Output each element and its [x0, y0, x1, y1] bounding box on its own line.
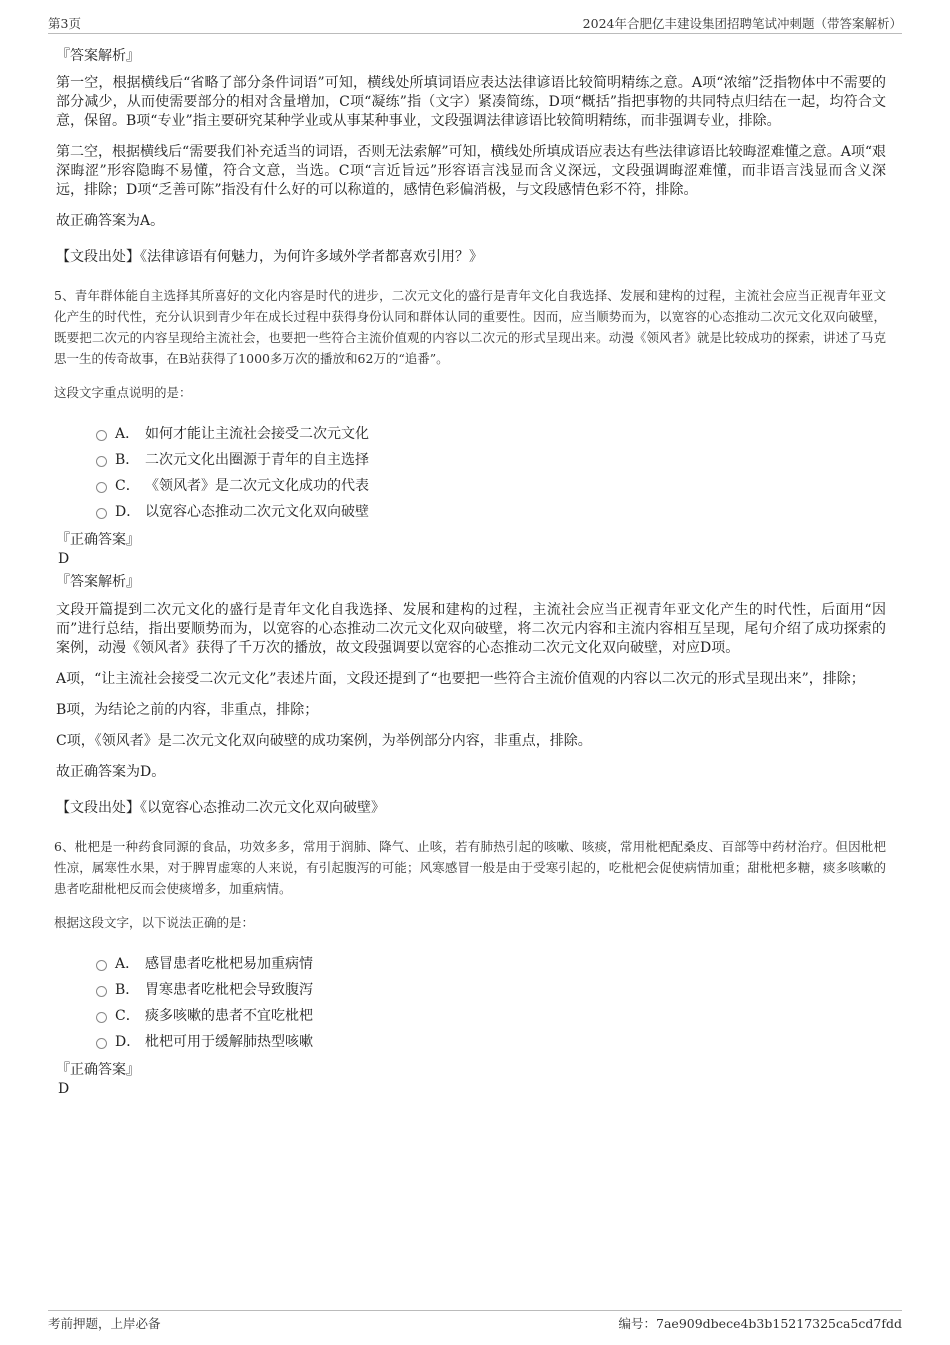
- question-6-text: 6、枇杷是一种药食同源的食品，功效多多，常用于润肺、降气、止咳，若有肺热引起的咳嗽、咳痰，常用枇杷配桑皮、百部等中药材治疗。但因枇杷性凉，属寒性水果，对于脾胃虚寒的人来说，有引起腹泻的可能；风寒感冒一般是由于受寒引起的，吃枇杷会促使病情加重；甜枇杷多糖，痰多咳嗽的患者吃甜枇杷反而会使痰增多，加重病情。: [54, 839, 886, 896]
- option-letter: C．: [115, 1008, 140, 1024]
- source-citation: 【文段出处】《法律谚语有何魅力，为何许多域外学者都喜欢引用？》: [56, 249, 483, 265]
- radio-icon[interactable]: [96, 1012, 107, 1023]
- page-number: 第3页: [48, 16, 81, 31]
- option-a[interactable]: [96, 421, 886, 447]
- radio-icon[interactable]: [96, 482, 107, 493]
- correct-answer-label: 『正确答案』: [56, 1062, 140, 1078]
- option-text: 枇杷可用于缓解肺热型咳嗽: [145, 1034, 313, 1050]
- analysis-paragraph: A项，“让主流社会接受二次元文化”表述片面，文段还提到了“也要把一些符合主流价值观的内容以二次元的形式呈现出来”，排除；: [56, 671, 865, 687]
- option-d[interactable]: [96, 1029, 886, 1055]
- correct-answer-value: D: [58, 1081, 70, 1097]
- radio-icon[interactable]: [96, 960, 107, 971]
- analysis-label: 『答案解析』: [56, 48, 140, 64]
- analysis-label: 『答案解析』: [56, 574, 140, 590]
- analysis-conclusion: 故正确答案为A。: [56, 213, 165, 229]
- analysis-paragraph: 第一空，根据横线后“省略了部分条件词语”可知，横线处所填词语应表达法律谚语比较简明精练之意。A项“浓缩”泛指物体中不需要的部分减少，从而使需要部分的相对含量增加，C项“凝练”指（文字）紧凑简练，D项“概括”指把事物的共同特点归结在一起，均符合文意，保留。B项“专业”指主要研究某种学业或从事某种事业，文段强调法律谚语比较简明精练，而非强调专业，排除。: [56, 75, 886, 129]
- analysis-paragraph: B项，为结论之前的内容，非重点，排除；: [56, 702, 319, 718]
- question-6-options: [96, 951, 886, 1055]
- option-d[interactable]: [96, 499, 886, 525]
- radio-icon[interactable]: [96, 456, 107, 467]
- option-b[interactable]: [96, 447, 886, 473]
- page-footer: [48, 1310, 902, 1332]
- option-letter: B．: [115, 452, 140, 468]
- correct-answer-label: 『正确答案』: [56, 532, 140, 548]
- question-5-text: 5、青年群体能自主选择其所喜好的文化内容是时代的进步，二次元文化的盛行是青年文化自我选择、发展和建构的过程，主流社会应当正视青年亚文化产生的时代性，充分认识到青少年在成长过程中获得身份认同和群体认同的重要性。因而，应当顺势而为，以宽容的心态推动二次元文化双向破壁，既要把二次元的内容呈现给主流社会，也要把一些符合主流价值观的内容以二次元的形式呈现出来。动漫《领风者》就是比较成功的探索，讲述了马克思一生的传奇故事，在B站获得了1000多万次的播放和62万的“追番”。: [54, 288, 886, 366]
- radio-icon[interactable]: [96, 1038, 107, 1049]
- option-letter: D．: [115, 504, 141, 520]
- footer-slogan: 考前押题，上岸必备: [48, 1316, 161, 1331]
- analysis-paragraph: C项，《领风者》是二次元文化双向破壁的成功案例，为举例部分内容，非重点，排除。: [56, 733, 592, 749]
- option-c[interactable]: [96, 1003, 886, 1029]
- option-text: 《领风者》是二次元文化成功的代表: [145, 478, 369, 494]
- option-text: 感冒患者吃枇杷易加重病情: [145, 956, 313, 972]
- option-letter: A．: [115, 426, 140, 442]
- option-c[interactable]: [96, 473, 886, 499]
- analysis-conclusion: 故正确答案为D。: [56, 764, 166, 780]
- document-body: [56, 46, 886, 1101]
- option-b[interactable]: [96, 977, 886, 1003]
- option-text: 痰多咳嗽的患者不宜吃枇杷: [145, 1008, 313, 1024]
- analysis-paragraph: 文段开篇提到二次元文化的盛行是青年文化自我选择、发展和建构的过程，主流社会应当正视青年亚文化产生的时代性，后面用“因而”进行总结，指出要顺势而为，以宽容的心态推动二次元文化双向破壁，将二次元内容和主流内容相互呈现，尾句介绍了成功探索的案例，动漫《领风者》获得了千万次的播放，故文段强调要以宽容的心态推动二次元文化双向破壁，对应D项。: [56, 602, 886, 656]
- option-letter: A．: [115, 956, 140, 972]
- correct-answer-value: D: [58, 551, 70, 567]
- option-letter: B．: [115, 982, 140, 998]
- option-letter: C．: [115, 478, 140, 494]
- radio-icon[interactable]: [96, 508, 107, 519]
- radio-icon[interactable]: [96, 986, 107, 997]
- page-header: [48, 12, 902, 34]
- radio-icon[interactable]: [96, 430, 107, 441]
- option-text: 二次元文化出圈源于青年的自主选择: [145, 452, 369, 468]
- option-letter: D．: [115, 1034, 141, 1050]
- analysis-paragraph: 第二空，根据横线后“需要我们补充适当的词语，否则无法索解”可知，横线处所填成语应表达有些法律谚语比较晦涩难懂之意。A项“艰深晦涩”形容隐晦不易懂，符合文意，当选。C项“言近旨远”形容语言浅显而含义深远，文段强调晦涩难懂，而非语言浅显而含义深远，排除；D项“乏善可陈”指没有什么好的可以称道的，感情色彩偏消极，与文段感情色彩不符，排除。: [56, 144, 886, 198]
- document-code: 编号：7ae909dbece4b3b15217325ca5cd7fdd: [618, 1316, 902, 1331]
- option-a[interactable]: [96, 951, 886, 977]
- source-citation: 【文段出处】《以宽容心态推动二次元文化双向破壁》: [56, 800, 385, 816]
- option-text: 胃寒患者吃枇杷会导致腹泻: [145, 982, 313, 998]
- question-6-prompt: 根据这段文字，以下说法正确的是：: [54, 915, 255, 930]
- question-5-options: [96, 421, 886, 525]
- document-title: 2024年合肥亿丰建设集团招聘笔试冲刺题（带答案解析）: [582, 16, 902, 31]
- question-5-prompt: 这段文字重点说明的是：: [54, 385, 192, 400]
- option-text: 以宽容心态推动二次元文化双向破壁: [145, 504, 369, 520]
- option-text: 如何才能让主流社会接受二次元文化: [145, 426, 369, 442]
